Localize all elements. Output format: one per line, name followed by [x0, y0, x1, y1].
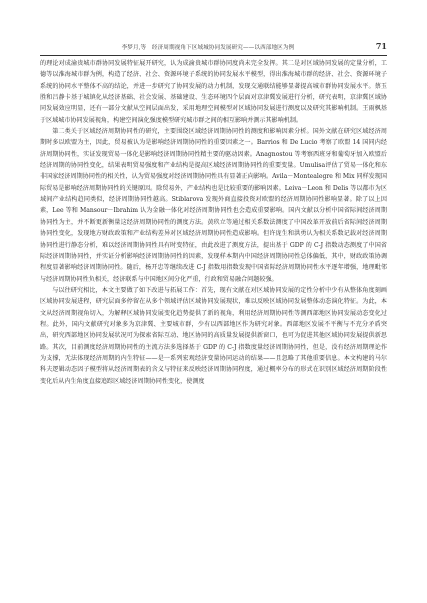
header-authors: 李梦月,等	[121, 45, 147, 51]
running-head-text	[40, 43, 376, 51]
paragraph-3: 与以往研究相比，本文主要做了如下改进与拓展工作：首先，现有文献在对区域协同发展的定性分析中少有从整体角度刻画区域协同发展进程，研究层面多停留在从多个领域评估区域协同发展现状，难以反映区域协同发展整体动态演化特征。为此，本文从经济周期视角切入，为解释区域协同发展变化趋势提供了新的视角，利用经济周期协同性等测西部地区协同发展动态变化过程。此外，国内文献研究对象多为京津冀、主要城市群，少有以西部地区作为研究对象。西部地区发展不平衡与不充分矛盾突出，研究西部地区协同发展状况可为探索省际互动、地区协同的高质量发展提供新窗口，也可为促进其他区域协同发展提供新思路。其次，目前测度经济周期协同性的主流方法多选择基于 GDP 的 C-J 指数度量经济周期协同性，但是，没有经济周期理论作为支撑，无法体现经济周期的内生特征——是一系列宏观经济变量协同运动的结果——且忽略了其他重要信息。本文构建的马尔科夫逻辑动态因子模型将从经济周期表的含义与特征来反映经济周期协同程度，通过概率分布的形式在识别区域经济周期阶段性变化后从内生角度直接追踪区域经济周期协同性变化，使测度	[40, 286, 387, 385]
body-text	[40, 58, 387, 581]
paragraph-2: 第二类关于区域经济周期协同性的研究，主要围绕区域经济周期协同性的测度和影响因素分析。国外文献在研究区域经济周期时多以欧盟为主，因此，贸易被认为是影响经济周期协同性的重要因素之一。Barrios 和 De Lucio 考察了欧盟 14 国同内经济周期协同性，实证发现贸易一体化是影响经济周期协同性精主要的驱动因素。Anagnostou 等考察西班牙和葡萄牙加入欧盟后经济周期的协同性变化，结果表明贸易强度和产业结构是提高区域经济周期协同性的重要变量。Umulisa评估了贸易一体化和东非国家经济周期协同性的相关性，认为贸易强度对经济周期协同性具有显著正向影响。Avila－Montealegre 和 Mix 同样发现国际贸易是影响经济周期协同性的关键原因。除贸易外，产业结构也是比较重要的影响因素。Leiva－Leon 和 Delis 等以都市为区域间产业结构趋同类似，经济周期协同性越高。Stiblarova 发现外商直接投资对欧盟的经济周期协同性影响显著。除了以上因素，Lee 等和 Mansour－Ibrahim 认为金融一体化对经济周期协同性也会造成重要影响。国内文献以分析中国省际间经济周期协同性为主，并不断更新衡量这经济周期协同性的测度方法。黄玖立等通过相关系数法测度了中国改革开放前后省际间经济周期协同性变化，发现地方财政政策和产业结构差异对区域经济周期协同性造成影响。但许庞生和洪勇认为相关系数记载对经济周期协同性进行静态分析，难以经济周期协同性具有时变特征，由此改进了测度方法，提出基于 GDP 的 C-J 指数动态测度了中国省际经济周期协同性，并实证分析影响经济周期协同性的因素，发现样本期内中国经济周期协同性总体偏低，其中，财政政策协调程度显著影响经济周期协同性。随后，杨开忠等继续改进 C-J 指数用指数发现中国省际经济周期协同性水平逐年增强，地理毗邻与经济周期协同性负相关，经济联系与中国地区间分化严重，行政和贸易融合问题较强。	[40, 128, 387, 283]
page-number: 71	[375, 41, 387, 51]
header-journal-title: 经济周期视角下区域城协同发展研究——以西部地区为例	[151, 45, 295, 51]
paragraph-1: 的理论对成渝贵城市群协同发展特征展开研究，认为成渝贵城市群协同度尚未完全发挥。其二是对区域协同发展的定量分析，工德等以淮海城市群为例，构造了经济、社会、资源环境子系统的协同发展水平模型，得出淮海城市群的经济、社会、资源环境子系统的协同水平整体不高的结论，并进一步研究了协同发展的动力机制，发现交通联结能够显著提高城市群协同发展水平。蔡玉胜和吕静卡基于城镇化从经济基础、社会发展、基础建设、生态环境四个层面对京津冀发展进行分析，研究表明，京津冀区域协同发展效应明显，还有一部分文献从空间层面出发，采用地理空间模型对区域协同发展进行测度以及研究其影响机制。王雨枫基于区域城市协同发展视角，构建空间演化强度模型研究城市群之间的相互影响并测示其影响机制。	[40, 60, 387, 124]
header-rule	[40, 55, 387, 56]
running-header	[40, 41, 387, 51]
